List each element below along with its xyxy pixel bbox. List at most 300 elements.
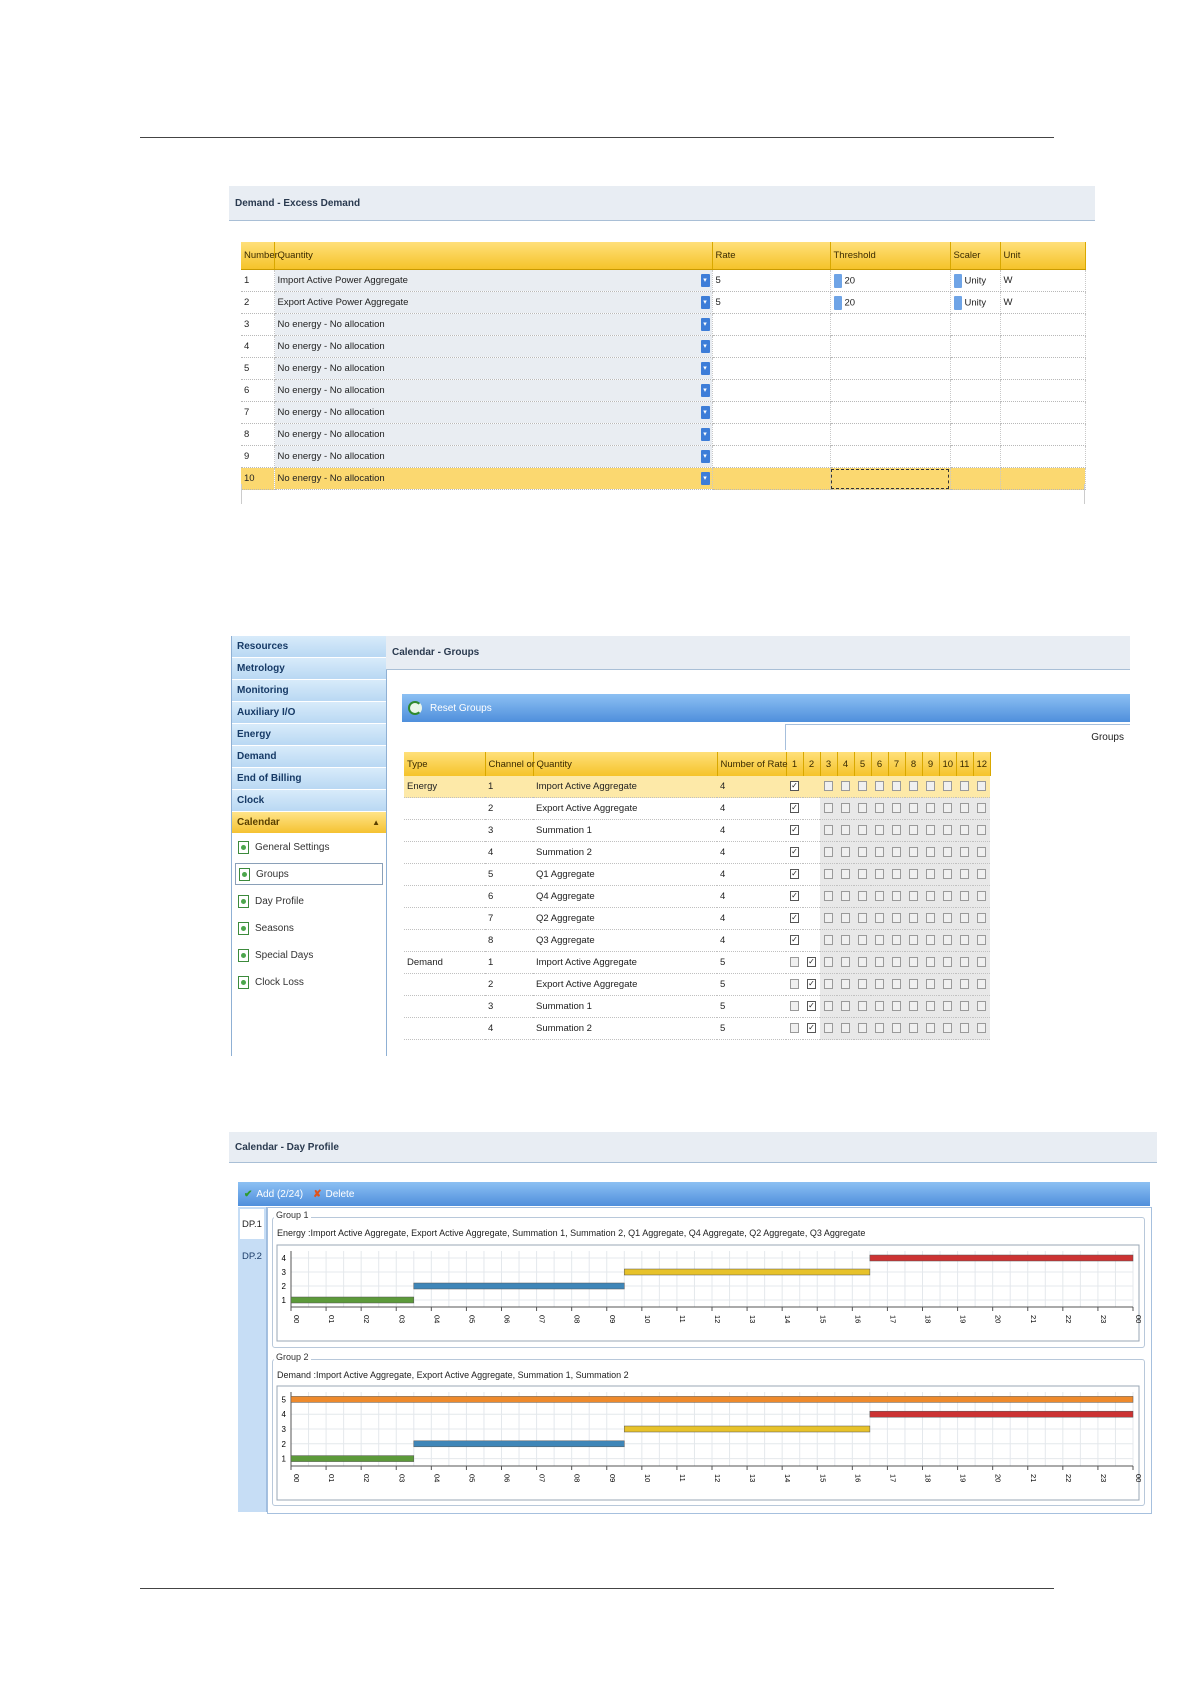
checkbox[interactable] bbox=[909, 891, 918, 901]
threshold-cell[interactable] bbox=[830, 380, 950, 402]
checkbox[interactable] bbox=[892, 781, 901, 791]
checkbox[interactable] bbox=[943, 803, 952, 813]
checkbox[interactable] bbox=[926, 781, 935, 791]
checkbox[interactable] bbox=[943, 913, 952, 923]
checkbox[interactable] bbox=[977, 891, 986, 901]
table-row[interactable] bbox=[404, 952, 990, 974]
table-row[interactable] bbox=[404, 798, 990, 820]
tab-dp-1[interactable]: DP.1 bbox=[240, 1209, 264, 1239]
checkbox[interactable] bbox=[960, 847, 969, 857]
checkbox[interactable] bbox=[960, 891, 969, 901]
number-cell[interactable] bbox=[241, 446, 274, 468]
rate-cell[interactable] bbox=[712, 446, 830, 468]
sidebar-item-energy[interactable]: Energy bbox=[232, 724, 386, 745]
group-cell bbox=[905, 776, 922, 798]
spinner-icon[interactable] bbox=[954, 296, 962, 310]
checkbox[interactable] bbox=[824, 957, 833, 967]
rate-count-cell: 5 bbox=[717, 974, 786, 996]
checked-checkbox[interactable]: ✓ bbox=[791, 781, 798, 791]
checkbox[interactable] bbox=[858, 803, 867, 813]
checkbox[interactable] bbox=[960, 825, 969, 835]
scaler-cell[interactable] bbox=[950, 446, 1000, 468]
quantity-select[interactable] bbox=[274, 358, 712, 380]
checkbox[interactable] bbox=[926, 803, 935, 813]
checkbox[interactable] bbox=[892, 847, 901, 857]
table-row[interactable] bbox=[404, 930, 990, 952]
number-cell[interactable] bbox=[241, 314, 274, 336]
dropdown-arrow-icon[interactable]: ▾ bbox=[701, 450, 710, 463]
scaler-cell[interactable] bbox=[950, 314, 1000, 336]
checkbox[interactable] bbox=[943, 781, 952, 791]
dropdown-arrow-icon[interactable]: ▾ bbox=[701, 384, 710, 397]
checkbox[interactable] bbox=[943, 1001, 952, 1011]
checkbox[interactable] bbox=[841, 913, 850, 923]
table-row[interactable] bbox=[241, 446, 1085, 468]
checkbox[interactable] bbox=[943, 869, 952, 879]
checkbox[interactable] bbox=[943, 935, 952, 945]
scaler-cell[interactable] bbox=[950, 292, 1000, 314]
submenu-item-special-days[interactable] bbox=[235, 944, 383, 966]
column-header-group-11[interactable]: 11 bbox=[956, 752, 973, 776]
checkbox[interactable] bbox=[841, 957, 850, 967]
checkbox[interactable] bbox=[977, 825, 986, 835]
rate-segment-bar[interactable] bbox=[291, 1396, 1133, 1402]
spinner-icon[interactable] bbox=[834, 296, 842, 310]
checkmark-icon[interactable]: ✔ bbox=[244, 1188, 253, 1200]
checkbox[interactable] bbox=[875, 1001, 884, 1011]
checkbox[interactable] bbox=[977, 869, 986, 879]
spinner-icon[interactable] bbox=[954, 274, 962, 288]
unit-cell[interactable] bbox=[1000, 292, 1085, 314]
checked-checkbox[interactable]: ✓ bbox=[791, 803, 798, 813]
sidebar-item-monitoring[interactable]: Monitoring bbox=[232, 680, 386, 701]
checkbox[interactable] bbox=[909, 781, 918, 791]
checkbox[interactable] bbox=[977, 1001, 986, 1011]
checkbox[interactable] bbox=[960, 781, 969, 791]
table-row[interactable] bbox=[241, 424, 1085, 446]
dropdown-arrow-icon[interactable]: ▾ bbox=[701, 472, 710, 485]
checkbox[interactable] bbox=[875, 1023, 884, 1033]
table-row[interactable] bbox=[241, 292, 1085, 314]
delete-day-profile-button[interactable]: Delete bbox=[325, 1188, 355, 1200]
checkbox[interactable] bbox=[858, 979, 867, 989]
rate-cell[interactable] bbox=[712, 358, 830, 380]
threshold-cell[interactable] bbox=[830, 314, 950, 336]
threshold-cell[interactable] bbox=[830, 336, 950, 358]
threshold-cell[interactable] bbox=[830, 446, 950, 468]
checkbox[interactable] bbox=[943, 957, 952, 967]
unit-cell[interactable] bbox=[1000, 424, 1085, 446]
checkbox[interactable] bbox=[960, 803, 969, 813]
rate-cell[interactable] bbox=[712, 292, 830, 314]
sidebar-item-auxiliary-i-o[interactable]: Auxiliary I/O bbox=[232, 702, 386, 723]
rate-cell[interactable] bbox=[712, 380, 830, 402]
rate-cell[interactable] bbox=[712, 402, 830, 424]
checkbox[interactable] bbox=[977, 847, 986, 857]
quantity-select[interactable] bbox=[274, 314, 712, 336]
checkbox[interactable] bbox=[960, 869, 969, 879]
checkbox[interactable] bbox=[960, 913, 969, 923]
checkbox[interactable] bbox=[892, 891, 901, 901]
scaler-cell[interactable] bbox=[950, 468, 1000, 490]
column-header-group-1[interactable]: 1 bbox=[786, 752, 803, 776]
rate-segment-bar[interactable] bbox=[291, 1456, 414, 1462]
group-cell bbox=[939, 842, 956, 864]
checkbox[interactable] bbox=[858, 869, 867, 879]
table-row[interactable] bbox=[241, 358, 1085, 380]
checkbox[interactable] bbox=[875, 935, 884, 945]
rate-segment-bar[interactable] bbox=[624, 1269, 870, 1275]
column-header-group-3[interactable]: 3 bbox=[820, 752, 837, 776]
checkbox[interactable] bbox=[824, 1001, 833, 1011]
checkbox[interactable] bbox=[875, 979, 884, 989]
quantity-select[interactable] bbox=[274, 270, 712, 292]
submenu-item-clock-loss[interactable] bbox=[235, 971, 383, 993]
checkbox[interactable] bbox=[824, 847, 833, 857]
checkbox[interactable] bbox=[926, 913, 935, 923]
number-cell[interactable] bbox=[241, 380, 274, 402]
checkbox[interactable] bbox=[875, 957, 884, 967]
scaler-cell[interactable] bbox=[950, 402, 1000, 424]
y-tick-label: 4 bbox=[281, 1410, 286, 1420]
checkbox[interactable] bbox=[892, 825, 901, 835]
table-row[interactable] bbox=[241, 270, 1085, 292]
column-header-number-of-rate[interactable]: Number of Rate bbox=[717, 752, 786, 776]
tab-dp-2[interactable]: DP.2 bbox=[242, 1250, 262, 1262]
checkbox[interactable] bbox=[790, 1001, 799, 1011]
checkbox[interactable] bbox=[790, 1023, 799, 1033]
column-header-group-9[interactable]: 9 bbox=[922, 752, 939, 776]
checkbox[interactable] bbox=[858, 825, 867, 835]
checkbox[interactable] bbox=[875, 847, 884, 857]
dropdown-arrow-icon[interactable]: ▾ bbox=[701, 362, 710, 375]
threshold-cell[interactable] bbox=[830, 468, 950, 490]
unit-cell[interactable] bbox=[1000, 314, 1085, 336]
checkbox[interactable] bbox=[858, 913, 867, 923]
checkbox[interactable] bbox=[858, 1023, 867, 1033]
checkbox[interactable] bbox=[892, 1001, 901, 1011]
table-row[interactable] bbox=[241, 380, 1085, 402]
checkbox[interactable] bbox=[909, 1023, 918, 1033]
checked-checkbox[interactable]: ✓ bbox=[791, 891, 798, 901]
column-header-quantity[interactable]: Quantity bbox=[533, 752, 717, 776]
checkbox[interactable] bbox=[841, 891, 850, 901]
sidebar-item-calendar[interactable] bbox=[232, 812, 386, 833]
checkbox[interactable] bbox=[824, 869, 833, 879]
checkbox[interactable] bbox=[892, 935, 901, 945]
add-day-profile-button[interactable]: Add (2/24) bbox=[256, 1188, 304, 1200]
checkbox[interactable] bbox=[858, 1001, 867, 1011]
column-header-group-6[interactable]: 6 bbox=[871, 752, 888, 776]
checkbox[interactable] bbox=[960, 935, 969, 945]
sidebar-item-demand[interactable]: Demand bbox=[232, 746, 386, 767]
checkbox[interactable] bbox=[909, 957, 918, 967]
checkbox[interactable] bbox=[841, 869, 850, 879]
unit-cell[interactable] bbox=[1000, 358, 1085, 380]
column-header-group-5[interactable]: 5 bbox=[854, 752, 871, 776]
checkbox[interactable] bbox=[909, 913, 918, 923]
dropdown-arrow-icon[interactable]: ▾ bbox=[701, 274, 710, 287]
group-1-title: Group 1 bbox=[276, 1210, 309, 1220]
number-cell[interactable] bbox=[241, 270, 274, 292]
checkbox[interactable] bbox=[926, 825, 935, 835]
checkbox[interactable] bbox=[824, 979, 833, 989]
quantity-select[interactable] bbox=[274, 380, 712, 402]
checkbox[interactable] bbox=[892, 913, 901, 923]
checkbox[interactable] bbox=[824, 825, 833, 835]
rate-cell[interactable] bbox=[712, 270, 830, 292]
checkbox[interactable] bbox=[977, 957, 986, 967]
checkbox[interactable] bbox=[943, 825, 952, 835]
x-tick-label: 20 bbox=[993, 1474, 1003, 1483]
checkbox[interactable] bbox=[892, 869, 901, 879]
table-row[interactable] bbox=[404, 842, 990, 864]
table-row[interactable] bbox=[241, 336, 1085, 358]
checked-checkbox[interactable]: ✓ bbox=[808, 1023, 815, 1033]
rate-cell[interactable] bbox=[712, 424, 830, 446]
checkbox[interactable] bbox=[875, 869, 884, 879]
checkbox[interactable] bbox=[909, 935, 918, 945]
number-cell[interactable] bbox=[241, 336, 274, 358]
threshold-cell[interactable] bbox=[830, 424, 950, 446]
checkbox[interactable] bbox=[926, 957, 935, 967]
checkbox[interactable] bbox=[909, 869, 918, 879]
column-header-quantity[interactable]: Quantity bbox=[274, 242, 712, 270]
checkbox[interactable] bbox=[875, 913, 884, 923]
checked-checkbox[interactable]: ✓ bbox=[791, 825, 798, 835]
reset-groups-button[interactable]: Reset Groups bbox=[430, 702, 492, 714]
table-row[interactable] bbox=[404, 886, 990, 908]
rate-segment-bar[interactable] bbox=[414, 1283, 625, 1289]
column-header-group-7[interactable]: 7 bbox=[888, 752, 905, 776]
submenu-item-day-profile[interactable] bbox=[235, 890, 383, 912]
checkbox[interactable] bbox=[824, 913, 833, 923]
number-cell[interactable] bbox=[241, 424, 274, 446]
rate-segment-bar[interactable] bbox=[870, 1255, 1133, 1261]
checkbox[interactable] bbox=[875, 781, 884, 791]
number-cell[interactable] bbox=[241, 358, 274, 380]
checkbox[interactable] bbox=[841, 935, 850, 945]
submenu-item-groups[interactable] bbox=[235, 863, 383, 885]
column-header-unit[interactable]: Unit bbox=[1000, 242, 1085, 270]
column-header-group-10[interactable]: 10 bbox=[939, 752, 956, 776]
quantity-select[interactable] bbox=[274, 292, 712, 314]
group-cell bbox=[922, 1018, 939, 1040]
dropdown-arrow-icon[interactable]: ▾ bbox=[701, 406, 710, 419]
number-cell[interactable] bbox=[241, 402, 274, 424]
checkbox[interactable] bbox=[841, 781, 850, 791]
checkbox[interactable] bbox=[943, 891, 952, 901]
checkbox[interactable] bbox=[858, 935, 867, 945]
checkbox[interactable] bbox=[841, 1001, 850, 1011]
checkbox[interactable] bbox=[841, 803, 850, 813]
checkbox[interactable] bbox=[875, 803, 884, 813]
table-row[interactable] bbox=[404, 908, 990, 930]
threshold-cell[interactable] bbox=[830, 402, 950, 424]
rate-segment-bar[interactable] bbox=[414, 1441, 625, 1447]
table-row[interactable] bbox=[404, 864, 990, 886]
table-row[interactable] bbox=[404, 776, 990, 798]
quantity-select-text: No energy - No allocation bbox=[277, 473, 385, 484]
checked-checkbox[interactable]: ✓ bbox=[808, 979, 815, 989]
checkbox[interactable] bbox=[977, 781, 986, 791]
table-row[interactable] bbox=[241, 314, 1085, 336]
dropdown-arrow-icon[interactable]: ▾ bbox=[701, 340, 710, 353]
table-row[interactable] bbox=[241, 402, 1085, 424]
submenu-item-seasons[interactable] bbox=[235, 917, 383, 939]
column-header-threshold[interactable]: Threshold bbox=[830, 242, 950, 270]
checkbox[interactable] bbox=[909, 1001, 918, 1011]
checkbox[interactable] bbox=[824, 1023, 833, 1033]
checkbox[interactable] bbox=[926, 979, 935, 989]
column-header-scaler[interactable]: Scaler bbox=[950, 242, 1000, 270]
checkbox[interactable] bbox=[977, 913, 986, 923]
checkbox[interactable] bbox=[926, 869, 935, 879]
checkbox[interactable] bbox=[824, 891, 833, 901]
column-header-group-12[interactable]: 12 bbox=[973, 752, 990, 776]
rate-cell[interactable] bbox=[712, 468, 830, 490]
quantity-select[interactable] bbox=[274, 468, 712, 490]
checkbox[interactable] bbox=[926, 1001, 935, 1011]
rate-segment-bar[interactable] bbox=[624, 1426, 870, 1432]
quantity-select[interactable] bbox=[274, 446, 712, 468]
checkbox[interactable] bbox=[875, 825, 884, 835]
rate-cell[interactable] bbox=[712, 336, 830, 358]
threshold-cell[interactable] bbox=[830, 358, 950, 380]
group-cell bbox=[905, 864, 922, 886]
checkbox[interactable] bbox=[977, 803, 986, 813]
dropdown-arrow-icon[interactable]: ▾ bbox=[701, 296, 710, 309]
column-header-number[interactable]: Number bbox=[241, 242, 274, 270]
x-tick-label: 04 bbox=[432, 1315, 442, 1324]
column-header-group-2[interactable]: 2 bbox=[803, 752, 820, 776]
checkbox[interactable] bbox=[926, 847, 935, 857]
unit-cell[interactable] bbox=[1000, 380, 1085, 402]
checkbox[interactable] bbox=[926, 891, 935, 901]
checkbox[interactable] bbox=[960, 957, 969, 967]
checkbox[interactable] bbox=[841, 1023, 850, 1033]
checkbox[interactable] bbox=[841, 979, 850, 989]
spinner-icon[interactable] bbox=[834, 274, 842, 288]
quantity-select-text: No energy - No allocation bbox=[277, 429, 385, 440]
refresh-icon[interactable] bbox=[408, 701, 422, 715]
checkbox[interactable] bbox=[858, 847, 867, 857]
scaler-cell[interactable] bbox=[950, 336, 1000, 358]
checkbox[interactable] bbox=[892, 979, 901, 989]
checkbox[interactable] bbox=[875, 891, 884, 901]
unit-cell[interactable] bbox=[1000, 468, 1085, 490]
quantity-select[interactable] bbox=[274, 424, 712, 446]
checkbox[interactable] bbox=[841, 825, 850, 835]
unit-cell[interactable] bbox=[1000, 270, 1085, 292]
checkbox[interactable] bbox=[977, 935, 986, 945]
checked-checkbox[interactable]: ✓ bbox=[808, 1001, 815, 1011]
scaler-cell[interactable] bbox=[950, 358, 1000, 380]
rate-segment-bar[interactable] bbox=[870, 1411, 1133, 1417]
checkbox[interactable] bbox=[960, 979, 969, 989]
checkbox[interactable] bbox=[943, 847, 952, 857]
checked-checkbox[interactable]: ✓ bbox=[808, 957, 815, 967]
number-cell[interactable] bbox=[241, 292, 274, 314]
checkbox[interactable] bbox=[790, 979, 799, 989]
checkbox[interactable] bbox=[892, 957, 901, 967]
column-header-type[interactable]: Type bbox=[404, 752, 485, 776]
sidebar-item-metrology[interactable]: Metrology bbox=[232, 658, 386, 679]
column-header-channel-or[interactable]: Channel or bbox=[485, 752, 533, 776]
threshold-cell[interactable] bbox=[830, 270, 950, 292]
checkbox[interactable] bbox=[926, 935, 935, 945]
table-row[interactable] bbox=[404, 1018, 990, 1040]
checkbox[interactable] bbox=[909, 847, 918, 857]
column-header-group-8[interactable]: 8 bbox=[905, 752, 922, 776]
checkbox[interactable] bbox=[841, 847, 850, 857]
sidebar-item-resources[interactable]: Resources bbox=[232, 636, 386, 657]
checkbox[interactable] bbox=[909, 803, 918, 813]
checkbox[interactable] bbox=[858, 891, 867, 901]
table-row[interactable] bbox=[404, 820, 990, 842]
dropdown-arrow-icon[interactable]: ▾ bbox=[701, 428, 710, 441]
group-cell bbox=[837, 798, 854, 820]
table-row[interactable] bbox=[241, 468, 1085, 490]
threshold-cell[interactable] bbox=[830, 292, 950, 314]
checked-checkbox[interactable]: ✓ bbox=[791, 869, 798, 879]
rate-segment-bar[interactable] bbox=[291, 1297, 414, 1303]
scaler-cell[interactable] bbox=[950, 380, 1000, 402]
checkbox[interactable] bbox=[943, 979, 952, 989]
checkbox[interactable] bbox=[824, 803, 833, 813]
submenu-item-general-settings[interactable] bbox=[235, 836, 383, 858]
rate-cell[interactable] bbox=[712, 314, 830, 336]
sidebar-item-clock[interactable]: Clock bbox=[232, 790, 386, 811]
checkbox[interactable] bbox=[824, 781, 833, 791]
group-cell bbox=[888, 952, 905, 974]
column-header-group-4[interactable]: 4 bbox=[837, 752, 854, 776]
unit-cell[interactable] bbox=[1000, 402, 1085, 424]
collapse-arrow-icon[interactable]: ▲ bbox=[372, 818, 380, 827]
checkbox[interactable] bbox=[892, 1023, 901, 1033]
sidebar-item-end-of-billing[interactable]: End of Billing bbox=[232, 768, 386, 789]
table-row[interactable] bbox=[404, 996, 990, 1018]
checkbox[interactable] bbox=[858, 957, 867, 967]
checked-checkbox[interactable]: ✓ bbox=[791, 847, 798, 857]
checkbox[interactable] bbox=[909, 979, 918, 989]
quantity-select[interactable] bbox=[274, 402, 712, 424]
unit-cell[interactable] bbox=[1000, 336, 1085, 358]
table-row[interactable] bbox=[404, 974, 990, 996]
scaler-cell[interactable] bbox=[950, 270, 1000, 292]
checkbox[interactable] bbox=[977, 979, 986, 989]
checkbox[interactable] bbox=[943, 1023, 952, 1033]
checkbox[interactable] bbox=[926, 1023, 935, 1033]
checkbox[interactable] bbox=[960, 1001, 969, 1011]
dropdown-arrow-icon[interactable]: ▾ bbox=[701, 318, 710, 331]
scaler-cell[interactable] bbox=[950, 424, 1000, 446]
checkbox[interactable] bbox=[977, 1023, 986, 1033]
checkbox[interactable] bbox=[858, 781, 867, 791]
number-cell[interactable] bbox=[241, 468, 274, 490]
delete-icon[interactable]: ✘ bbox=[313, 1188, 322, 1200]
unit-cell[interactable] bbox=[1000, 446, 1085, 468]
column-header-rate[interactable]: Rate bbox=[712, 242, 830, 270]
checked-checkbox[interactable]: ✓ bbox=[791, 913, 798, 923]
checkbox[interactable] bbox=[790, 957, 799, 967]
checked-checkbox[interactable]: ✓ bbox=[791, 935, 798, 945]
checkbox[interactable] bbox=[960, 1023, 969, 1033]
checkbox[interactable] bbox=[824, 935, 833, 945]
quantity-select[interactable] bbox=[274, 336, 712, 358]
checkbox[interactable] bbox=[909, 825, 918, 835]
checkbox[interactable] bbox=[892, 803, 901, 813]
